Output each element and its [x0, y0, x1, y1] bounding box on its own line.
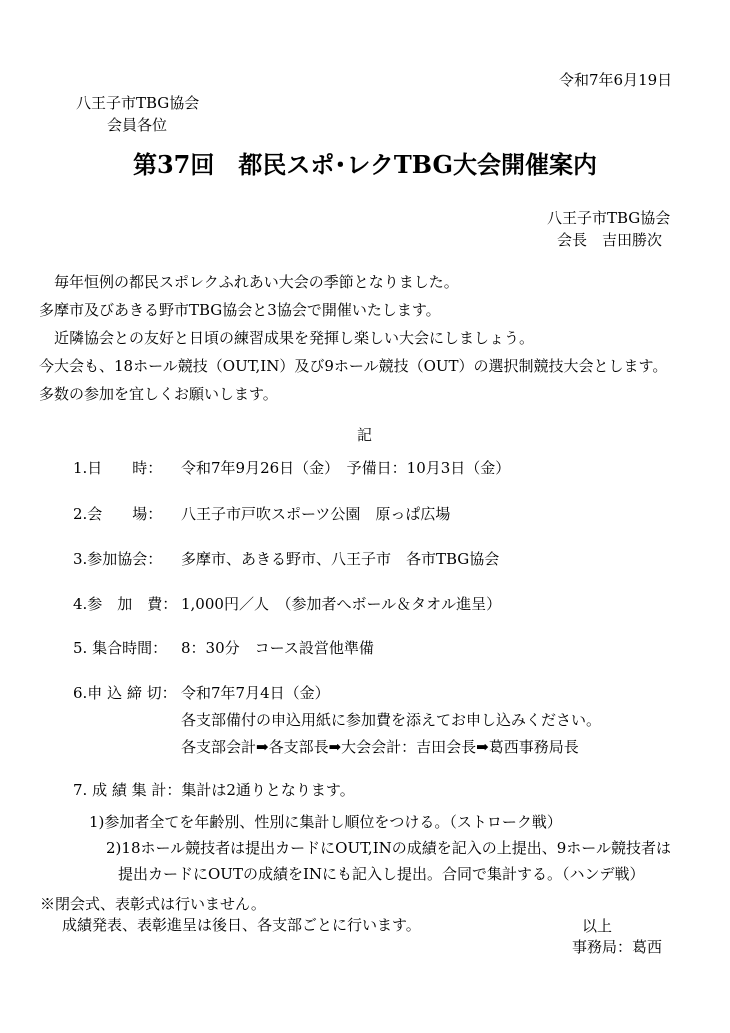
item-label: 1.日 時：	[73, 459, 163, 477]
scoring-method-2: 2)18ホール競技者は提出カードにOUT,INの成績を記入の上提出、9ホール競技者は	[106, 839, 671, 857]
sender-president: 会長 吉田勝次	[557, 231, 663, 249]
note-results: 成績発表、表彰進呈は後日、各支部ごとに行います。	[62, 916, 421, 934]
intro-line: 多摩市及びあきる野市TBG協会と3協会で開催いたします。	[39, 301, 441, 319]
intro-paragraph	[39, 268, 667, 408]
item-value: 1,000円／人 （参加者へボール＆タオル進呈）	[181, 595, 502, 613]
item-deadline	[73, 683, 330, 703]
closing-ijo: 以上	[582, 917, 613, 935]
document-date: 令和7年6月19日	[559, 71, 673, 89]
intro-line: 毎年恒例の都民スポレクふれあい大会の季節となりました。	[39, 273, 459, 291]
item-scoring: 7. 成 績 集 計：集計は2通りとなります。	[73, 781, 355, 799]
item-value: 八王子市戸吹スポーツ公園 原っぱ広場	[181, 505, 451, 523]
item-label: 3.参加協会：	[73, 550, 163, 568]
item-date	[73, 458, 511, 478]
item-value: 8：30分 コース設営他準備	[181, 639, 374, 657]
item-value: 令和7年9月26日（金） 予備日：10月3日（金）	[181, 459, 511, 477]
office-contact: 事務局：葛西	[572, 938, 663, 956]
item-label: 5. 集合時間：	[73, 639, 168, 657]
item-value: 令和7年7月4日（金）	[181, 684, 330, 702]
item-value: 多摩市、あきる野市、八王子市 各市TBG協会	[181, 550, 500, 568]
item-associations	[73, 549, 500, 569]
ki-heading: 記	[357, 426, 373, 444]
scoring-method-2-cont: 提出カードにOUTの成績をINにも記入し提出。合同で集計する。（ハンデ戦）	[118, 865, 645, 883]
intro-line: 今大会も、18ホール競技（OUT,IN）及び9ホール競技（OUT）の選択制競技大会とします。	[39, 357, 668, 375]
recipient-association: 八王子市TBG協会	[76, 94, 200, 112]
intro-line: 多数の参加を宜しくお願いします。	[39, 385, 278, 403]
recipient-members: 会員各位	[107, 116, 168, 134]
item-label: 6.申 込 締 切：	[73, 684, 177, 702]
item-fee	[73, 594, 502, 614]
item-gathering-time	[73, 638, 374, 658]
note-no-ceremony: ※閉会式、表彰式は行いません。	[40, 895, 266, 913]
item-venue	[73, 504, 451, 524]
scoring-method-1: 1)参加者全てを年齢別、性別に集計し順位をつける。（ストローク戦）	[89, 813, 562, 831]
deadline-route: 各支部会計➡各支部長➡大会会計：吉田会長➡葛西事務局長	[181, 738, 579, 756]
intro-line: 近隣協会との友好と日頃の練習成果を発揮し楽しい大会にしましょう。	[39, 329, 535, 347]
sender-association: 八王子市TBG協会	[547, 209, 671, 227]
deadline-detail: 各支部備付の申込用紙に参加費を添えてお申し込みください。	[181, 711, 602, 729]
document-title: 第37回 都民スポ･レクTBG大会開催案内	[132, 150, 597, 179]
item-label: 2.会 場：	[73, 505, 163, 523]
item-label: 4.参 加 費：	[73, 595, 178, 613]
